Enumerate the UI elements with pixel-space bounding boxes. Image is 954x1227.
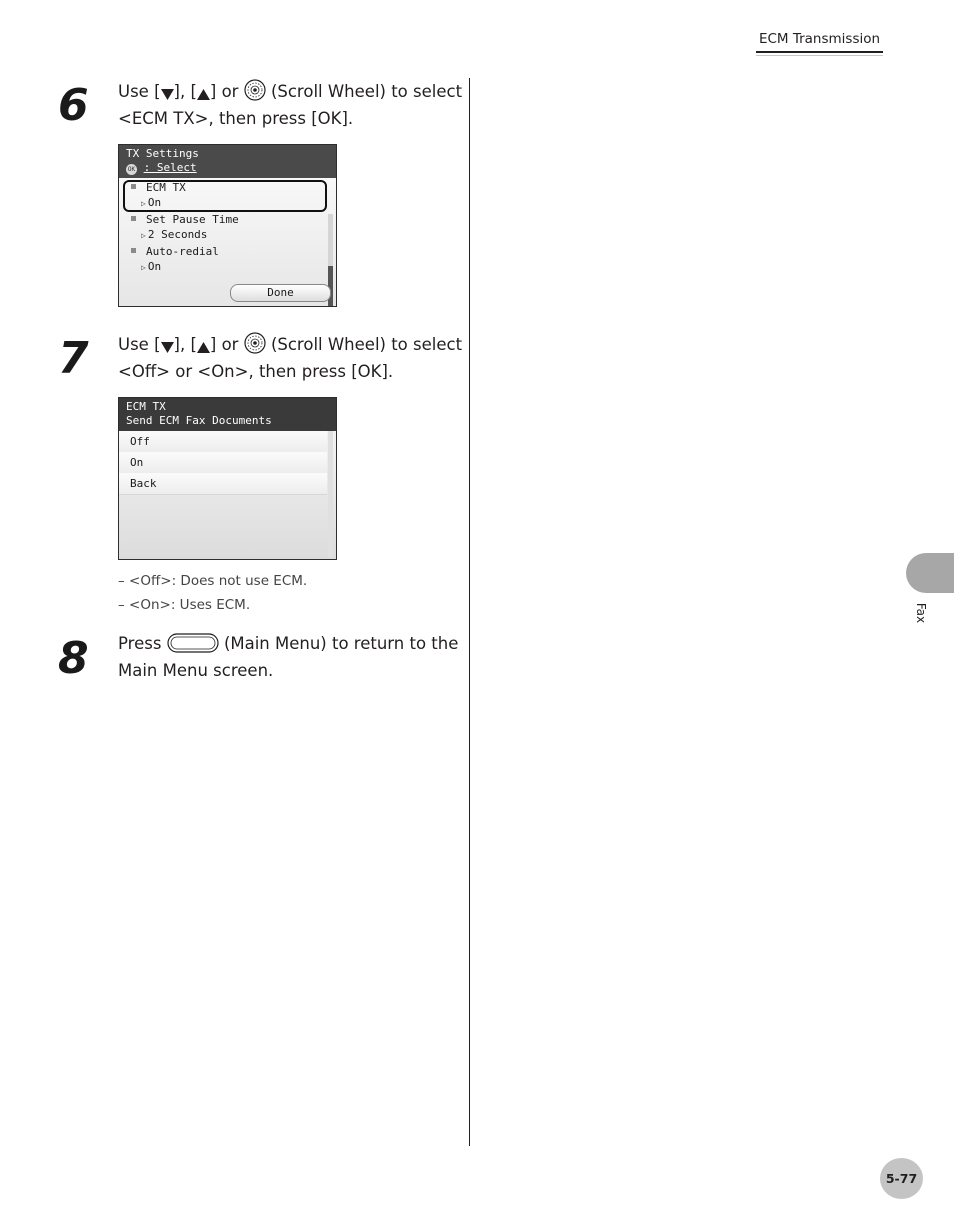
option-back[interactable]: Back — [119, 473, 327, 495]
chapter-tab — [906, 553, 954, 593]
lcd-title: TX Settings — [126, 147, 199, 160]
tx-settings-screen — [118, 144, 337, 307]
step-number-7: 7 — [58, 333, 89, 384]
step-6-text-d: (Scroll Wheel) to select — [270, 82, 463, 101]
lcd-title: ECM TX — [126, 400, 166, 413]
step-7-text-d: (Scroll Wheel) to select — [270, 335, 463, 354]
step-6-text-b: ], [ — [173, 82, 197, 101]
step-6-text-a: Use [ — [118, 82, 161, 101]
menu-item-ecm-tx[interactable] — [131, 180, 186, 211]
bullet-icon — [131, 184, 136, 189]
step-6-text-line2: <ECM TX>, then press [OK]. — [118, 109, 354, 128]
step-number-6: 6 — [58, 80, 89, 131]
scroll-wheel-icon — [244, 332, 266, 360]
page-number: 5-77 — [880, 1158, 923, 1199]
menu-item-set-pause-time[interactable] — [131, 212, 239, 243]
note-on: – <On>: Uses ECM. — [118, 597, 251, 613]
step-7-instructions — [118, 332, 463, 383]
note-off: – <Off>: Does not use ECM. — [118, 573, 308, 589]
column-divider — [469, 78, 470, 1146]
menu-item-label: Set Pause Time — [146, 213, 239, 226]
play-triangle-icon: ▷ — [141, 263, 146, 272]
step-7-text-b: ], [ — [173, 335, 197, 354]
step-8-text-a: Press — [118, 634, 162, 653]
chapter-tab-label: Fax — [914, 602, 928, 624]
step-8-text-b: (Main Menu) to return to the — [223, 634, 459, 653]
lcd-header — [119, 398, 336, 431]
step-8-text-line2: Main Menu screen. — [118, 661, 274, 680]
done-button[interactable]: Done — [230, 284, 331, 302]
lcd-body — [119, 178, 336, 306]
ok-key-icon: OK — [127, 166, 136, 173]
step-7-text-line2: <Off> or <On>, then press [OK]. — [118, 362, 394, 381]
main-menu-button-icon — [167, 633, 219, 659]
up-arrow-icon — [197, 337, 210, 360]
lcd-hint — [126, 161, 329, 175]
down-arrow-icon — [161, 84, 174, 107]
menu-item-auto-redial[interactable] — [131, 244, 219, 275]
step-7-text-c: ] or — [209, 335, 239, 354]
menu-item-value: 2 Seconds — [147, 228, 208, 241]
step-8-instructions — [118, 632, 463, 682]
step-6-text-c: ] or — [209, 82, 239, 101]
menu-item-value: On — [147, 196, 162, 209]
option-on[interactable]: On — [119, 452, 327, 474]
section-title: ECM Transmission — [756, 31, 883, 53]
menu-item-label: Auto-redial — [146, 245, 219, 258]
step-number-8: 8 — [58, 633, 89, 684]
scrollbar-track — [328, 431, 333, 557]
down-arrow-icon — [161, 337, 174, 360]
lcd-header — [119, 145, 336, 178]
option-off[interactable]: Off — [119, 431, 327, 453]
lcd-hint-text: : Select — [143, 161, 197, 174]
step-6-instructions — [118, 79, 463, 130]
play-triangle-icon: ▷ — [141, 231, 146, 240]
up-arrow-icon — [197, 84, 210, 107]
menu-item-value: On — [147, 260, 162, 273]
bullet-icon — [131, 216, 136, 221]
step-7-text-a: Use [ — [118, 335, 161, 354]
lcd-body — [119, 431, 336, 559]
bullet-icon — [131, 248, 136, 253]
scroll-wheel-icon — [244, 79, 266, 107]
play-triangle-icon: ▷ — [141, 199, 146, 208]
menu-item-label: ECM TX — [146, 181, 186, 194]
lcd-subtitle: Send ECM Fax Documents — [126, 414, 272, 427]
ecm-tx-screen — [118, 397, 337, 560]
